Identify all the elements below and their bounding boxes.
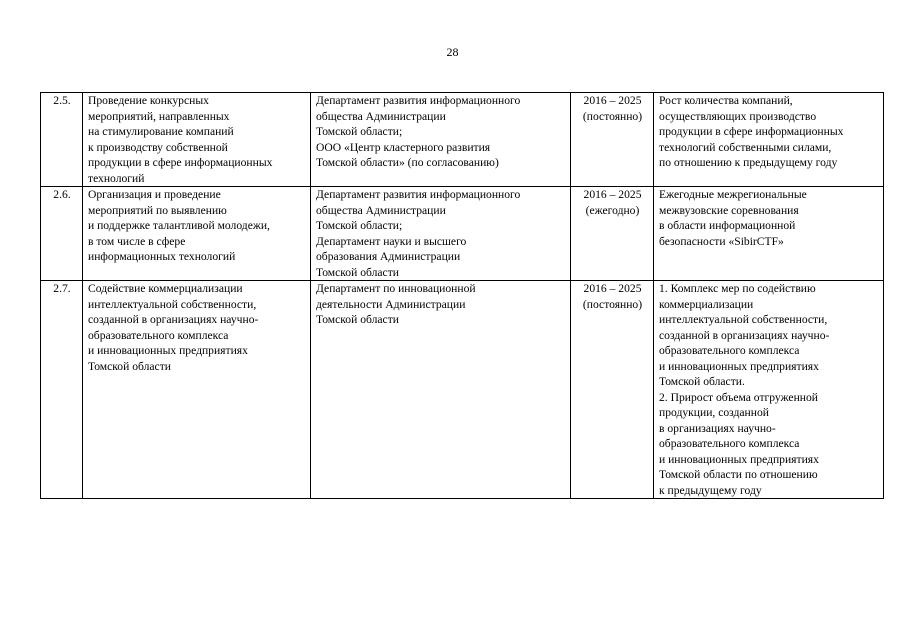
table-row <box>41 187 884 281</box>
result-line: Рост количества компаний, <box>659 94 793 107</box>
period-line: 2016 – 2025 <box>583 282 642 295</box>
result-cell <box>654 281 884 499</box>
executor-line: Томской области; <box>316 125 403 138</box>
event-line: образовательного комплекса <box>88 328 229 342</box>
event-line: Организация и проведение <box>88 188 221 201</box>
result-line: 2. Прирост объема отгруженной <box>659 390 818 404</box>
period-cell <box>571 93 654 187</box>
row-number: 2.7. <box>41 281 83 499</box>
event-line: продукции в сфере информационных <box>88 156 273 169</box>
event-line: в том числе в сфере <box>88 234 186 248</box>
period-cell <box>571 187 654 281</box>
executor-line: Томской области <box>316 265 399 279</box>
executor-line: общества Администрации <box>316 109 446 123</box>
result-cell <box>654 93 884 187</box>
result-cell <box>654 187 884 281</box>
event-line: Томской области <box>88 359 171 373</box>
period-line: 2016 – 2025 <box>583 94 642 107</box>
event-line: мероприятий по выявлению <box>88 203 227 217</box>
event-cell <box>83 187 311 281</box>
event-line: технологий <box>88 171 145 185</box>
result-line: и инновационных предприятиях <box>659 359 819 373</box>
result-line: и инновационных предприятиях <box>659 452 819 466</box>
period-cell <box>571 281 654 499</box>
executor-cell <box>311 281 571 499</box>
executor-line: Томской области <box>316 313 399 326</box>
result-line: образовательного комплекса <box>659 437 800 450</box>
result-line: осуществляющих производство <box>659 109 817 123</box>
result-line: в области информационной <box>659 219 796 232</box>
period-line: (постоянно) <box>582 297 643 311</box>
executor-line: Департамент развития информационного <box>316 188 521 201</box>
result-line: созданной в организациях научно- <box>659 328 830 342</box>
result-line: образовательного комплекса <box>659 344 800 357</box>
event-line: к производству собственной <box>88 140 228 154</box>
result-line: продукции, созданной <box>659 406 769 419</box>
executor-line: деятельности Администрации <box>316 297 466 311</box>
result-line: Ежегодные межрегиональные <box>659 188 807 201</box>
executor-cell <box>311 187 571 281</box>
event-line: и поддержке талантливой молодежи, <box>88 219 270 232</box>
table-row <box>41 93 884 187</box>
event-cell <box>83 93 311 187</box>
result-line: Томской области по отношению <box>659 468 818 481</box>
executor-line: образования Администрации <box>316 250 461 263</box>
table-row <box>41 281 884 499</box>
event-line: созданной в организациях научно- <box>88 313 259 326</box>
result-line: в организациях научно- <box>659 421 776 435</box>
result-line: межвузовские соревнования <box>659 203 799 217</box>
event-line: Проведение конкурсных <box>88 94 209 107</box>
result-line: Томской области. <box>659 375 745 388</box>
executor-line: ООО «Центр кластерного развития <box>316 140 491 154</box>
executor-line: Департамент развития информационного <box>316 94 521 107</box>
row-number: 2.5. <box>41 93 83 187</box>
executor-line: Департамент науки и высшего <box>316 234 467 248</box>
row-number: 2.6. <box>41 187 83 281</box>
result-line: 1. Комплекс мер по содействию <box>659 282 816 295</box>
result-line: по отношению к предыдущему году <box>659 156 838 169</box>
result-line: коммерциализации <box>659 297 754 311</box>
event-cell <box>83 281 311 499</box>
result-line: к предыдущему году <box>659 483 762 497</box>
measures-table <box>40 92 884 499</box>
executor-line: Департамент по инновационной <box>316 282 476 295</box>
period-line: (постоянно) <box>582 109 643 123</box>
event-line: и инновационных предприятиях <box>88 344 248 357</box>
executor-line: Томской области» (по согласованию) <box>316 156 499 169</box>
page-number: 28 <box>446 45 459 59</box>
event-line: интеллектуальной собственности, <box>88 297 257 311</box>
event-line: Содействие коммерциализации <box>88 282 243 295</box>
period-line: 2016 – 2025 <box>583 188 642 201</box>
result-line: продукции в сфере информационных <box>659 125 844 138</box>
result-line: технологий собственными силами, <box>659 140 832 154</box>
executor-line: общества Администрации <box>316 203 446 217</box>
executor-cell <box>311 93 571 187</box>
result-line: интеллектуальной собственности, <box>659 313 828 326</box>
event-line: мероприятий, направленных <box>88 109 230 123</box>
result-line: безопасности «SibirCTF» <box>659 234 784 248</box>
event-line: информационных технологий <box>88 250 236 263</box>
event-line: на стимулирование компаний <box>88 125 234 138</box>
executor-line: Томской области; <box>316 219 403 232</box>
period-line: (ежегодно) <box>585 203 640 217</box>
